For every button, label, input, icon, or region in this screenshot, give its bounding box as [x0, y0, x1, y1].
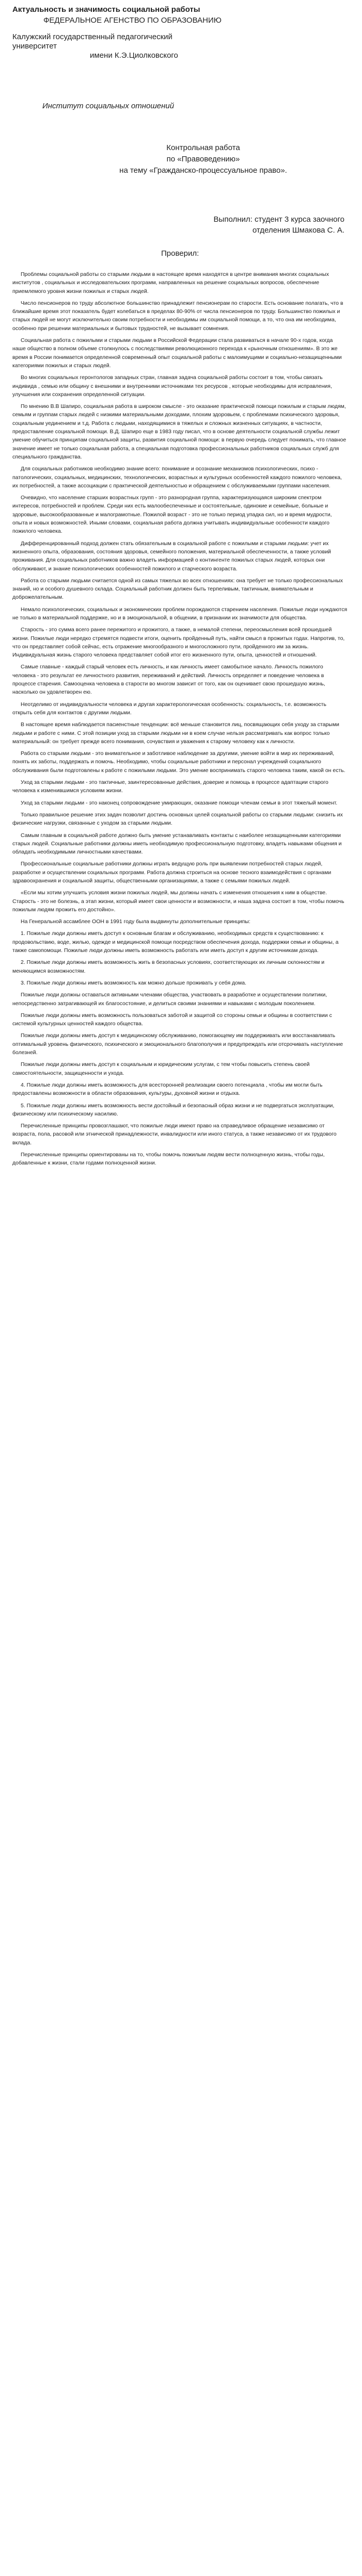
- topic: на тему «Гражданско-процессуальное право».: [119, 166, 287, 175]
- paragraph: Самым главным в социальной работе должно быть умение устанавливать контакты с наиболее незащищенными категориями старых людей. Социальные работники должны иметь необходимую профессиональную подготовку, владеть навыками общения и обладать необходимыми личностными качествами.: [12, 832, 342, 856]
- paragraph: Работа со старыми людьми - это внимательное и заботливое наблюдение за другими, умение войти в мир их переживаний, понять их заботы, поддержать и помочь. Необходимо, чтобы социальные работники и персонал учреждений социального обслуживания были подготовлены к работе с пожилыми людьми. Это умение воспринимать старого человека таким, какой он есть.: [12, 750, 345, 774]
- checked-by: Проверил:: [161, 249, 199, 258]
- paragraph: Пожилые люди должны иметь возможность пользоваться заботой и защитой со стороны семьи и общины в соответствии с системой культурных ценностей каждого общества.: [12, 1012, 332, 1027]
- paragraph: 4. Пожилые люди должны иметь возможность для всесторонней реализации своего потенциала , чтобы им могли быть предоставлены возможности в области образования, культуры, духовной жизни и отдыха.: [12, 1081, 323, 1097]
- paragraph: Дифференцированный подход должен стать обязательным в социальной работе с пожилыми и старыми людьми: учет их жизненного опыта, образования, состояния здоровья, семейного положения, материальной обеспеченности, а также условий проживания. Для социальных работников важно владеть информацией о контингенте пожилых старых людей, которых они обслуживают, и знание психологических особенностей пожилого и старческого возраста.: [12, 540, 331, 572]
- work-info: [59, 142, 348, 176]
- paragraph: Профессиональные социальные работники должны играть ведущую роль при выявлении потребностей старых людей, разработке и осуществлении социальных программ. Работа должна строиться на основе тесного взаимодействия с органами здравоохранения и социальной защиты, общественными организациями, а также с семьями пожилых людей.: [12, 861, 332, 884]
- agency-name: ФЕДЕРАЛЬНОЕ АГЕНСТВО ПО ОБРАЗОВАНИЮ: [43, 16, 222, 25]
- paragraph: Проблемы социальной работы со старыми людьми в настоящее время находятся в центре внимания многих социальных институтов , социальных и исследовательских программ, направленных на решение социальных вопросов, обеспечение приемлемого уровня жизни пожилых и старых людей.: [12, 271, 329, 294]
- document-title: Актуальность и значимость социальной работы: [12, 5, 200, 14]
- paragraph: Пожилые люди должны оставаться активными членами общества, участвовать в разработке и осуществлении политики, непосредственно затрагивающей их благосостояние, и делиться своими знаниями и навыками с молодым поколением.: [12, 992, 327, 1007]
- performer-line-2: отделения Шмакова С. А.: [252, 226, 344, 235]
- performer-line-1: Выполнил: студент 3 курса заочного: [213, 215, 344, 224]
- paragraph: Число пенсионеров по труду абсолютное большинство принадлежит пенсионерам по старости. Есть основание полагать, что в ближайшие время этот показатель будет колебаться в пределах 80-90% от числа пенсионеров по труду. Большинство пожилых и старых людей не могут исключительно своим потребности и необходимы им социальной помощи, а то, что она им необходима, особенно при решении материальных и бытовых трудностей, не вызывает сомнения.: [12, 300, 343, 332]
- paragraph: 2. Пожилые люди должны иметь возможность жить в безопасных условиях, соответствующих их личным склонностям и меняющимся возможностям.: [12, 959, 325, 974]
- document: [0, 0, 362, 1168]
- paragraph: Пожилые люди должны иметь доступ к социальным и юридическим услугам, с тем чтобы повысить степень своей самостоятельности, защищенности и ухода.: [12, 1061, 310, 1076]
- paragraph: Неотделимо от индивидуальности человека и другая характерологическая особенность: социальность, т.е. возможность открыть себя для контактов с другими людьми.: [12, 701, 326, 716]
- paragraph: Уход за старыми людьми - это тактичные, заинтересованные действия, доверие и помощь в процессе адаптации старого человека к изменившимся условиям жизни.: [12, 779, 328, 794]
- paragraph: На Генеральной ассамблее ООН в 1991 году была выдвинуты дополнительные принципы:: [21, 918, 250, 925]
- body-text: [12, 270, 348, 1168]
- paragraph: 5. Пожилые люди должны иметь возможность вести достойный и безопасный образ жизни и не подвергаться эксплуатации, физическому или психическому насилию.: [12, 1102, 335, 1117]
- paragraph: Перечисленные принципы провозглашают, что пожилые люди имеют право на справедливое обращение независимо от возраста, пола, расовой или этнической принадлежности, инвалидности или иного статуса, а также независимо от их трудового вклада.: [12, 1123, 337, 1146]
- paragraph: «Если мы хотим улучшить условия жизни пожилых людей, мы должны начать с изменения отношения к ним в обществе. Старость - это не болезнь, а этап жизни, который имеет свои ценности и возможности, и наша задача состоит в том, чтобы помочь пожилым людям прожить его достойно».: [12, 890, 344, 913]
- paragraph: Немало психологических, социальных и экономических проблем порождаются старением населения. Пожилые люди нуждаются не только в материальной поддержке, но и в эмоциональной, в общении, в признании их значимости для общества.: [12, 606, 348, 621]
- paragraph: Самые главные - каждый старый человек есть личность, и как личность имеет самобытное начало. Личность пожилого человека - это результат ее личностного развития, переживаний и действий. Личность определяет и поведение человека в процессе старения. Самооценка человека в старости во многом зависит от того, как он оценивает свою прошедшую жизнь, насколько он удовлетворен ею.: [12, 664, 325, 696]
- paragraph: 3. Пожилые люди должны иметь возможность как можно дольше проживать у себя дома.: [21, 979, 246, 986]
- institute-name: Институт социальных отношений: [42, 102, 175, 110]
- paragraph: Уход за старыми людьми - это наконец сопровождение умирающих, оказание помощи членам семьи в этот тяжелый момент.: [21, 799, 338, 806]
- university-line-1: Калужский государственный педагогический: [12, 32, 172, 41]
- paragraph: Во многих социальных геронтологов западных стран, главная задача социальной работы состоит в том, чтобы связать индивида , семью или общину с внешними и внутренними источниками тех ресурсов , которые необходимы для исправления, улучшения или сохранения определенной ситуации.: [12, 374, 332, 398]
- performer-info: [12, 214, 344, 236]
- paragraph: Старость - это сумма всего ранее пережитого и прожитого, а также, в немалой степени, переосмысления всей прошедшей жизни. Пожилые люди нередко стремятся подвести итоги, оценить пройденный путь, найти смысл в прожитых годах. Напротив, то, что он представляет собой сейчас, есть отражение многообразного и многосложного пути, пройденного им за жизнь. Индивидуальная жизнь старого человека представляет собой итог его жизненного пути, опыта, ценностей и отношений.: [12, 627, 345, 659]
- paragraph: Для социальных работников необходимо знание всего: понимание и осознание механизмов психологических, психо - патологических, социальных, медицинских, технологических, возрастных и культурных особенностей каждого пожилого человека, их потребностей, а также ассоциации с практической деятельностью и обращением с обслуживаемыми группами населения.: [12, 466, 342, 489]
- work-type: Контрольная работа: [166, 143, 240, 152]
- paragraph: Работа со старыми людьми считается одной из самых тяжелых во всех отношениях: она требует не только профессиональных знаний, но и особого душевного склада. Социальный работник должен быть терпеливым, тактичным, внимательным и доброжелательным.: [12, 577, 343, 601]
- subject: по «Правоведению»: [166, 155, 240, 163]
- paragraph: Пожилые люди должны иметь доступ к медицинскому обслуживанию, помогающему им поддерживать или восстанавливать оптимальный уровень физического, психического и эмоционального благополучия и предупреждать или отсрочивать наступление болезней.: [12, 1032, 343, 1056]
- paragraph: В настоящее время наблюдается пасиенстные тенденции: всё меньше становится лиц, посвящающих себя уходу за старыми людьми и работе с ними. С этой позиции уход за старыми людьми ни в коем случае нельзя рассматривать как вопрос только материальный: он требует прежде всего понимания, сочувствия и уважения к старому человеку как к личности.: [12, 721, 339, 745]
- university-line-2: университет: [12, 42, 57, 51]
- paragraph: Очевидно, что население старших возрастных групп - это разнородная группа, характеризующаяся широким спектром интересов, потребностей и проблем. Среди них есть малообеспеченные и состоятельные, одинокие и семейные, больные и здоровые, высокообразованные и малограмотные. Пожилой возраст - это не только период упадка сил, но и время мудрости, опыта и новых возможностей. Иными словами, социальная работа должна учитывать индивидуальные особенности каждого пожилого человека.: [12, 495, 332, 535]
- paragraph: По мнению В.В Шапиро, социальная работа в широком смысле - это оказание практической помощи пожилым и старым людям, семьям и группам старых людей с низкими материальными доходами, плохим здоровьем, с проблемами психического здоровья, социальным уединением и т.д. Работа с людьми, находящимися в тяжелых и сложных жизненных ситуациях, в частности, предоставление социальной помощи. В.Д. Шапиро еще в 1983 году писал, что в основе деятельности социальной службы лежит умение обучиться принципам социальной защиты, развития социальной помощи: в первую очередь следует понимать, что главное значение имеет не только социальная работа, а специальная подготовка профессиональных работников социальных служб для специального гражданства.: [12, 403, 347, 460]
- paragraph: Социальная работа с пожилыми и старыми людьми в Российской Федерации стала развиваться в начале 90-х годов, когда наше общество в полном объеме столкнулось с последствиями революционного перехода к «рыночным отношениям». В это же время в России понимается определенной современный опыт социальной работы с малоимущими и социально-незащищенными категориями пожилых и старых людей.: [12, 337, 342, 369]
- paragraph: Только правильное решение этих задач позволит достичь основных целей социальной работы со старыми людьми: снизить их физические нагрузки, связанные с уходом за старыми людьми.: [12, 811, 343, 827]
- named-after: имени К.Э.Циолковского: [90, 51, 178, 60]
- paragraph: Перечисленные принципы ориентированы на то, чтобы помочь пожилым людям вести полноценную жизнь, чтобы годы, добавленные к жизни, стали годами полноценной жизни.: [12, 1152, 325, 1167]
- paragraph: 1. Пожилые люди должны иметь доступ к основным благам и обслуживанию, необходимых средств к существованию: к продовольствию, воде, жилью, одежде и медицинской помощи посредством обеспечения дохода, поддержки семьи и общины, а также самопомощи. Пожилые люди должны иметь возможность работать или иметь доступ к другим источникам дохода.: [12, 930, 339, 954]
